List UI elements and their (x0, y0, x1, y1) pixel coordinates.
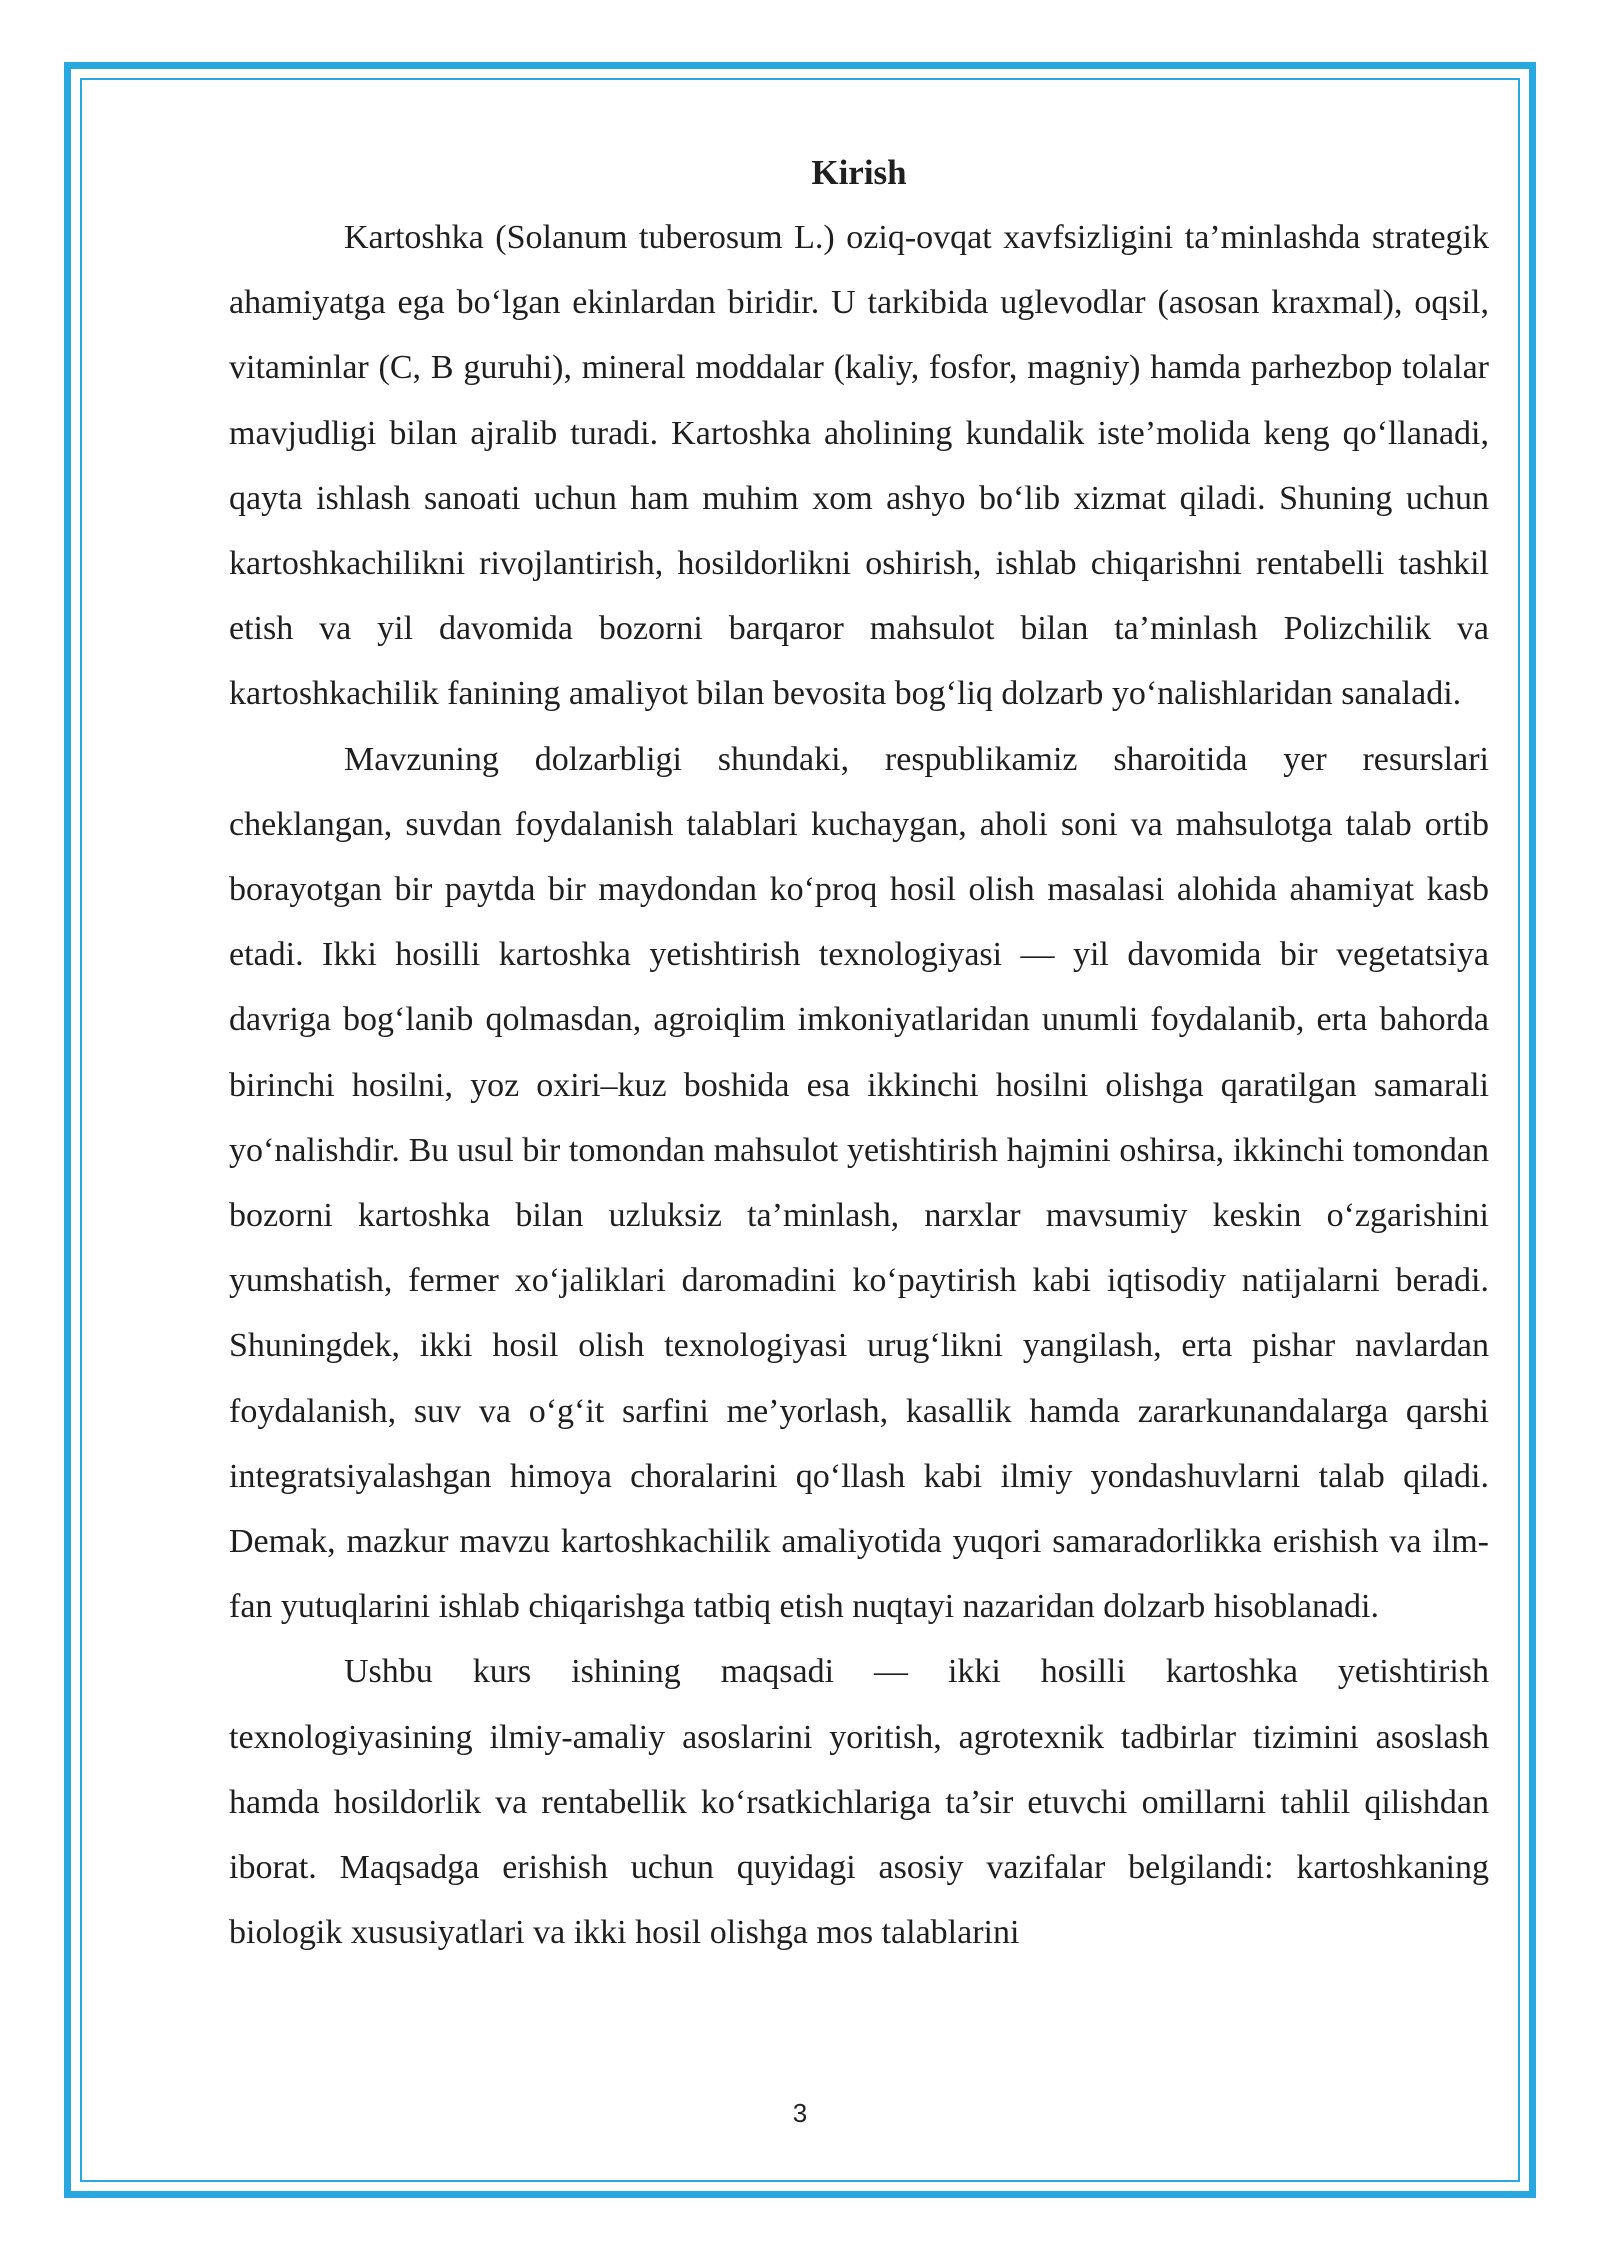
paragraph-intro: Kartoshka (Solanum tuberosum L.) oziq-ovqat xavfsizligini ta’minlashda strategik ahamiyatga ega bo‘lgan ekinlardan biridir. U tarkibida uglevodlar (asosan kraxmal), oqsil, vitaminlar (C, B guruhi), mineral moddalar (kaliy, fosfor, magniy) hamda parhezbop tolalar mavjudligi bilan ajralib turadi. Kartoshka aholining kundalik iste’molida keng qo‘llanadi, qayta ishlash sanoati uchun ham muhim xom ashyo bo‘lib xizmat qiladi. Shuning uchun kartoshkachilikni rivojlantirish, hosildorlikni oshirish, ishlab chiqarishni rentabelli tashkil etish va yil davomida bozorni barqaror mahsulot bilan ta’minlash Polizchilik va kartoshkachilik fanining amaliyot bilan bevosita bog‘liq dolzarb yo‘nalishlaridan sanaladi. (229, 219, 1489, 713)
document-body (229, 140, 1489, 1965)
paragraph-goal: Ushbu kurs ishining maqsadi — ikki hosilli kartoshka yetishtirish texnologiyasining ilmiy-amaliy asoslarini yoritish, agrotexnik tadbirlar tizimini asoslash hamda hosildorlik va rentabellik ko‘rsatkichlariga ta’sir etuvchi omillarni tahlil qilishdan iborat. Maqsadga erishish uchun quyidagi asosiy vazifalar belgilandi: kartoshkaning biologik xususiyatlari va ikki hosil olishga mos talablarini (229, 1653, 1489, 1952)
section-title: Kirish (811, 153, 907, 192)
page-number: 3 (792, 2098, 808, 2128)
paragraph-relevance: Mavzuning dolzarbligi shundaki, respublikamiz sharoitida yer resurslari cheklangan, suvdan foydalanish talablari kuchaygan, aholi soni va mahsulotga talab ortib borayotgan bir paytda bir maydondan ko‘proq hosil olish masalasi alohida ahamiyat kasb etadi. Ikki hosilli kartoshka yetishtirish texnologiyasi — yil davomida bir vegetatsiya davriga bog‘lanib qolmasdan, agroiqlim imkoniyatlaridan unumli foydalanib, erta bahorda birinchi hosilni, yoz oxiri–kuz boshida esa ikkinchi hosilni olishga qaratilgan samarali yo‘nalishdir. Bu usul bir tomondan mahsulot yetishtirish hajmini oshirsa, ikkinchi tomondan bozorni kartoshka bilan uzluksiz ta’minlash, narxlar mavsumiy keskin o‘zgarishini yumshatish, fermer xo‘jaliklari daromadini ko‘paytirish kabi iqtisodiy natijalarni beradi. Shuningdek, ikki hosil olish texnologiyasi urug‘likni yangilash, erta pishar navlardan foydalanish, suv va o‘g‘it sarfini me’yorlash, kasallik hamda zararkunandalarga qarshi integratsiyalashgan himoya choralarini qo‘llash kabi ilmiy yondashuvlarni talab qiladi. Demak, mazkur mavzu kartoshkachilik amaliyotida yuqori samaradorlikka erishish va ilm-fan yutuqlarini ishlab chiqarishga tatbiq etish nuqtayi nazaridan dolzarb hisoblanadi. (229, 740, 1489, 1626)
